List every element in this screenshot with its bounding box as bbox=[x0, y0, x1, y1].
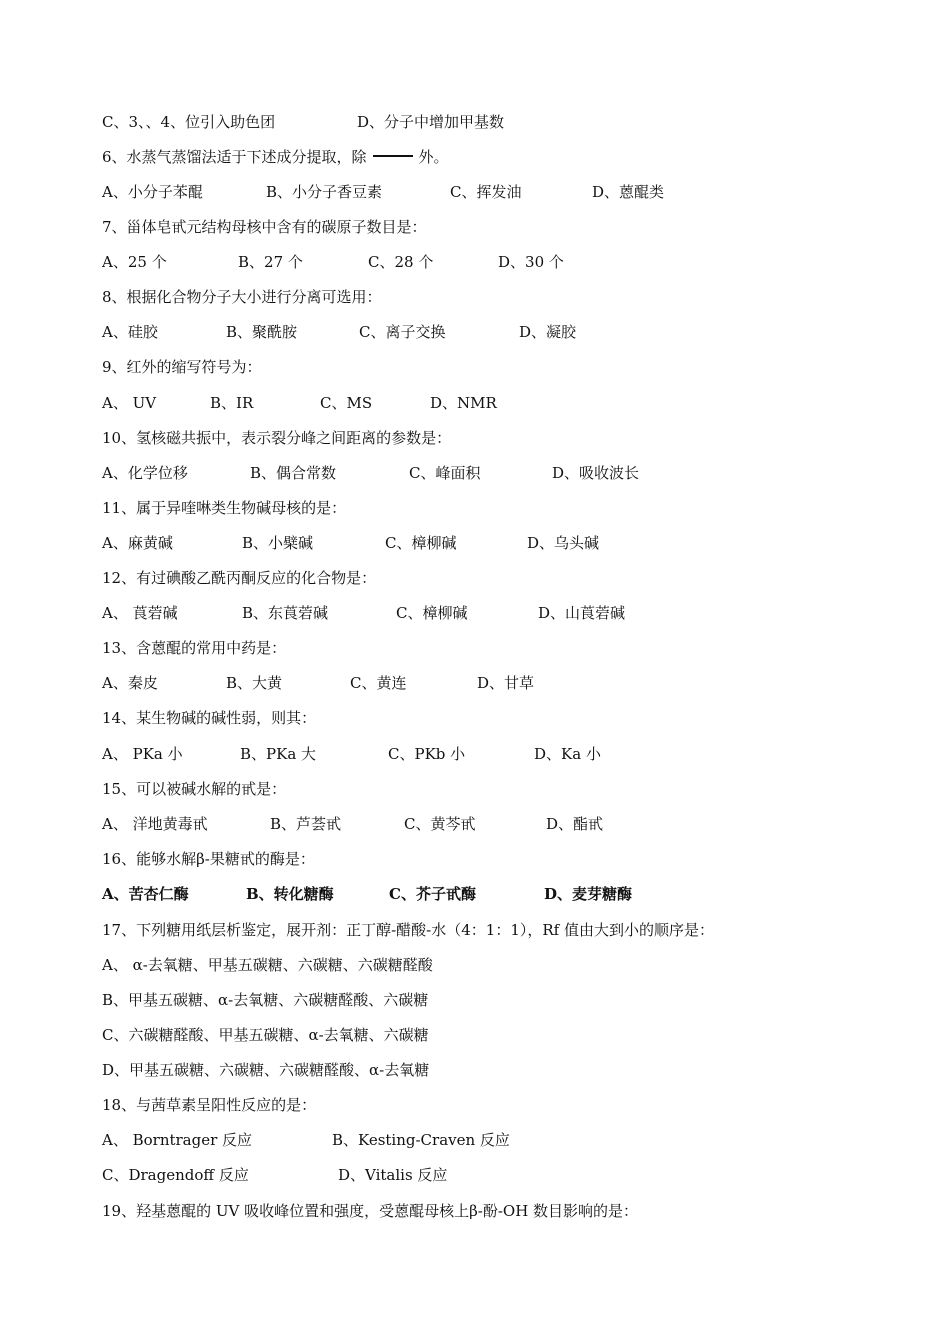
answer-option: B、小分子香豆素 bbox=[266, 183, 383, 201]
question-text: 15、可以被碱水解的甙是： bbox=[102, 780, 287, 798]
question-text: 12、有过碘酸乙酰丙酮反应的化合物是： bbox=[102, 569, 377, 587]
answer-option: A、 PKa 小 bbox=[102, 745, 183, 763]
answer-option: D、Ka 小 bbox=[534, 745, 601, 763]
question-text: 11、属于异喹啉类生物碱母核的是： bbox=[102, 499, 347, 517]
answer-option: C、PKb 小 bbox=[388, 745, 466, 763]
answer-option: A、 UV bbox=[102, 394, 157, 412]
question-text: 18、与茜草素呈阳性反应的是： bbox=[102, 1096, 317, 1114]
answer-option: B、偶合常数 bbox=[250, 464, 337, 482]
answer-option: A、苦杏仁酶 bbox=[102, 885, 189, 903]
question-text: 17、下列糖用纸层析鉴定，展开剂：正丁醇-醋酸-水（4：1：1），Rf 值由大到小的顺序是： bbox=[102, 921, 714, 939]
question-text: 9、红外的缩写符号为： bbox=[102, 358, 262, 376]
answer-option: D、Vitalis 反应 bbox=[338, 1166, 448, 1184]
answer-option: C、挥发油 bbox=[450, 183, 522, 201]
answer-option: B、27 个 bbox=[238, 253, 303, 271]
question-text: C、六碳糖醛酸、甲基五碳糖、α-去氧糖、六碳糖 bbox=[102, 1026, 429, 1044]
answer-option: A、硅胶 bbox=[102, 323, 158, 341]
answer-option: C、黄芩甙 bbox=[404, 815, 476, 833]
answer-option: A、 Borntrager 反应 bbox=[102, 1131, 253, 1149]
answer-option: B、Kesting-Craven 反应 bbox=[332, 1131, 510, 1149]
answer-option: C、樟柳碱 bbox=[385, 534, 457, 552]
answer-option: C、黄连 bbox=[350, 674, 407, 692]
question-text: B、甲基五碳糖、α-去氧糖、六碳糖醛酸、六碳糖 bbox=[102, 991, 429, 1009]
question-text-after-blank: 外。 bbox=[418, 148, 449, 166]
answer-option: A、化学位移 bbox=[102, 464, 188, 482]
answer-option: B、IR bbox=[210, 394, 254, 412]
answer-option: A、 洋地黄毒甙 bbox=[102, 815, 208, 833]
answer-option: A、麻黄碱 bbox=[102, 534, 173, 552]
answer-option: C、芥子甙酶 bbox=[389, 885, 476, 903]
answer-option: C、峰面积 bbox=[409, 464, 481, 482]
question-text-before-blank: 6、水蒸气蒸馏法适于下述成分提取，除 bbox=[102, 148, 367, 166]
answer-option: D、30 个 bbox=[498, 253, 564, 271]
answer-option: D、山莨菪碱 bbox=[538, 604, 626, 622]
question-text: 19、羟基蒽醌的 UV 吸收峰位置和强度，受蒽醌母核上β-酚-OH 数目影响的是： bbox=[102, 1202, 639, 1220]
answer-option: A、 莨菪碱 bbox=[102, 604, 178, 622]
answer-option: A、25 个 bbox=[102, 253, 167, 271]
question-text: 8、根据化合物分子大小进行分离可选用： bbox=[102, 288, 382, 306]
answer-option: B、小檗碱 bbox=[242, 534, 314, 552]
answer-option: D、分子中增加甲基数 bbox=[357, 113, 505, 131]
question-text: 10、氢核磁共振中，表示裂分峰之间距离的参数是： bbox=[102, 429, 452, 447]
question-text: D、甲基五碳糖、六碳糖、六碳糖醛酸、α-去氧糖 bbox=[102, 1061, 430, 1079]
answer-option: D、NMR bbox=[430, 394, 497, 412]
fill-in-blank bbox=[373, 155, 413, 157]
answer-option: D、凝胶 bbox=[519, 323, 577, 341]
question-text: 7、甾体皂甙元结构母核中含有的碳原子数目是： bbox=[102, 218, 427, 236]
answer-option: D、蒽醌类 bbox=[592, 183, 665, 201]
answer-option: B、芦荟甙 bbox=[270, 815, 342, 833]
question-text: 14、某生物碱的碱性弱，则其： bbox=[102, 709, 317, 727]
question-text bbox=[102, 145, 449, 169]
answer-option: B、转化糖酶 bbox=[246, 885, 334, 903]
question-text: 16、能够水解β-果糖甙的酶是： bbox=[102, 850, 315, 868]
answer-option: D、乌头碱 bbox=[527, 534, 600, 552]
answer-option: D、麦芽糖酶 bbox=[544, 885, 633, 903]
answer-option: B、东莨菪碱 bbox=[242, 604, 329, 622]
answer-option: D、酯甙 bbox=[546, 815, 604, 833]
answer-option: C、3、、4、位引入助色团 bbox=[102, 113, 276, 131]
answer-option: C、离子交换 bbox=[359, 323, 446, 341]
answer-option: D、甘草 bbox=[477, 674, 535, 692]
answer-option: C、Dragendoff 反应 bbox=[102, 1166, 249, 1184]
answer-option: B、PKa 大 bbox=[240, 745, 317, 763]
question-text: 13、含蒽醌的常用中药是： bbox=[102, 639, 287, 657]
answer-option: C、28 个 bbox=[368, 253, 434, 271]
answer-option: C、MS bbox=[320, 394, 373, 412]
answer-option: C、樟柳碱 bbox=[396, 604, 468, 622]
answer-option: B、大黄 bbox=[226, 674, 283, 692]
answer-option: D、吸收波长 bbox=[552, 464, 640, 482]
answer-option: B、聚酰胺 bbox=[226, 323, 298, 341]
question-text: A、 α-去氧糖、甲基五碳糖、六碳糖、六碳糖醛酸 bbox=[102, 956, 433, 974]
answer-option: A、小分子苯醌 bbox=[102, 183, 203, 201]
answer-option: A、秦皮 bbox=[102, 674, 158, 692]
